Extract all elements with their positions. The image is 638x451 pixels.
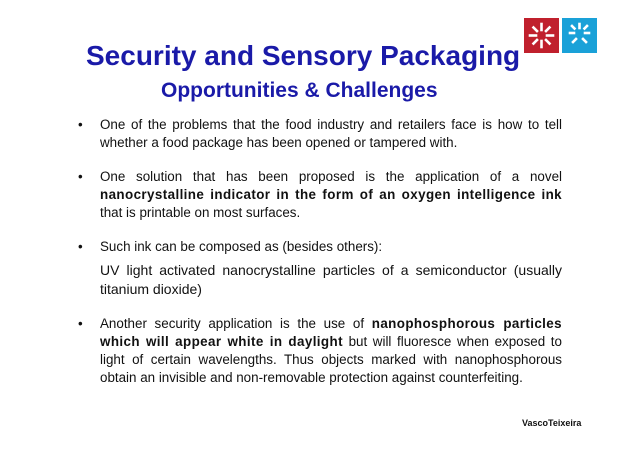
bullet-list [78, 116, 562, 387]
bullet-item [78, 168, 562, 222]
slide-subtitle: Opportunities & Challenges [161, 79, 438, 102]
slide-title: Security and Sensory Packaging [86, 40, 521, 71]
bullet-text: Another security application is the use of [100, 316, 372, 331]
bullet-dot: • [78, 316, 83, 331]
bullet-bold-text: nanophosphorous particles which will appear white in daylight [100, 316, 563, 349]
bullet-dot: • [78, 239, 83, 254]
bullet-subtext: UV light activated nanocrystalline particles of a semiconductor (usually titanium dioxide) [100, 262, 562, 297]
bullet-item [78, 116, 562, 152]
bullet-dot: • [78, 117, 83, 132]
logo-blue-tile [562, 18, 597, 53]
bullet-text: Such ink can be composed as (besides others): [100, 239, 383, 254]
bullet-text: but will fluoresce when exposed to light of certain wavelengths. Thus objects marked with nanophosphorous obtain an invisible and non-removable protection against counterfeiting. [100, 334, 562, 385]
university-logo [524, 18, 597, 53]
bullet-text: that is printable on most surfaces. [100, 205, 301, 220]
logo-red-tile [524, 18, 559, 53]
bullet-dot: • [78, 169, 83, 184]
bullet-item [78, 315, 562, 387]
bullet-bold-text: nanocrystalline indicator in the form of an oxygen intelligence ink [100, 187, 562, 202]
bullet-text: One solution that has been proposed is the application of a novel [100, 169, 562, 184]
bullet-item [78, 238, 562, 299]
footer-author: VascoTeixeira [522, 418, 582, 428]
bullet-text: One of the problems that the food industry and retailers face is how to tell whether a food package has been opened or tampered with. [100, 117, 562, 150]
